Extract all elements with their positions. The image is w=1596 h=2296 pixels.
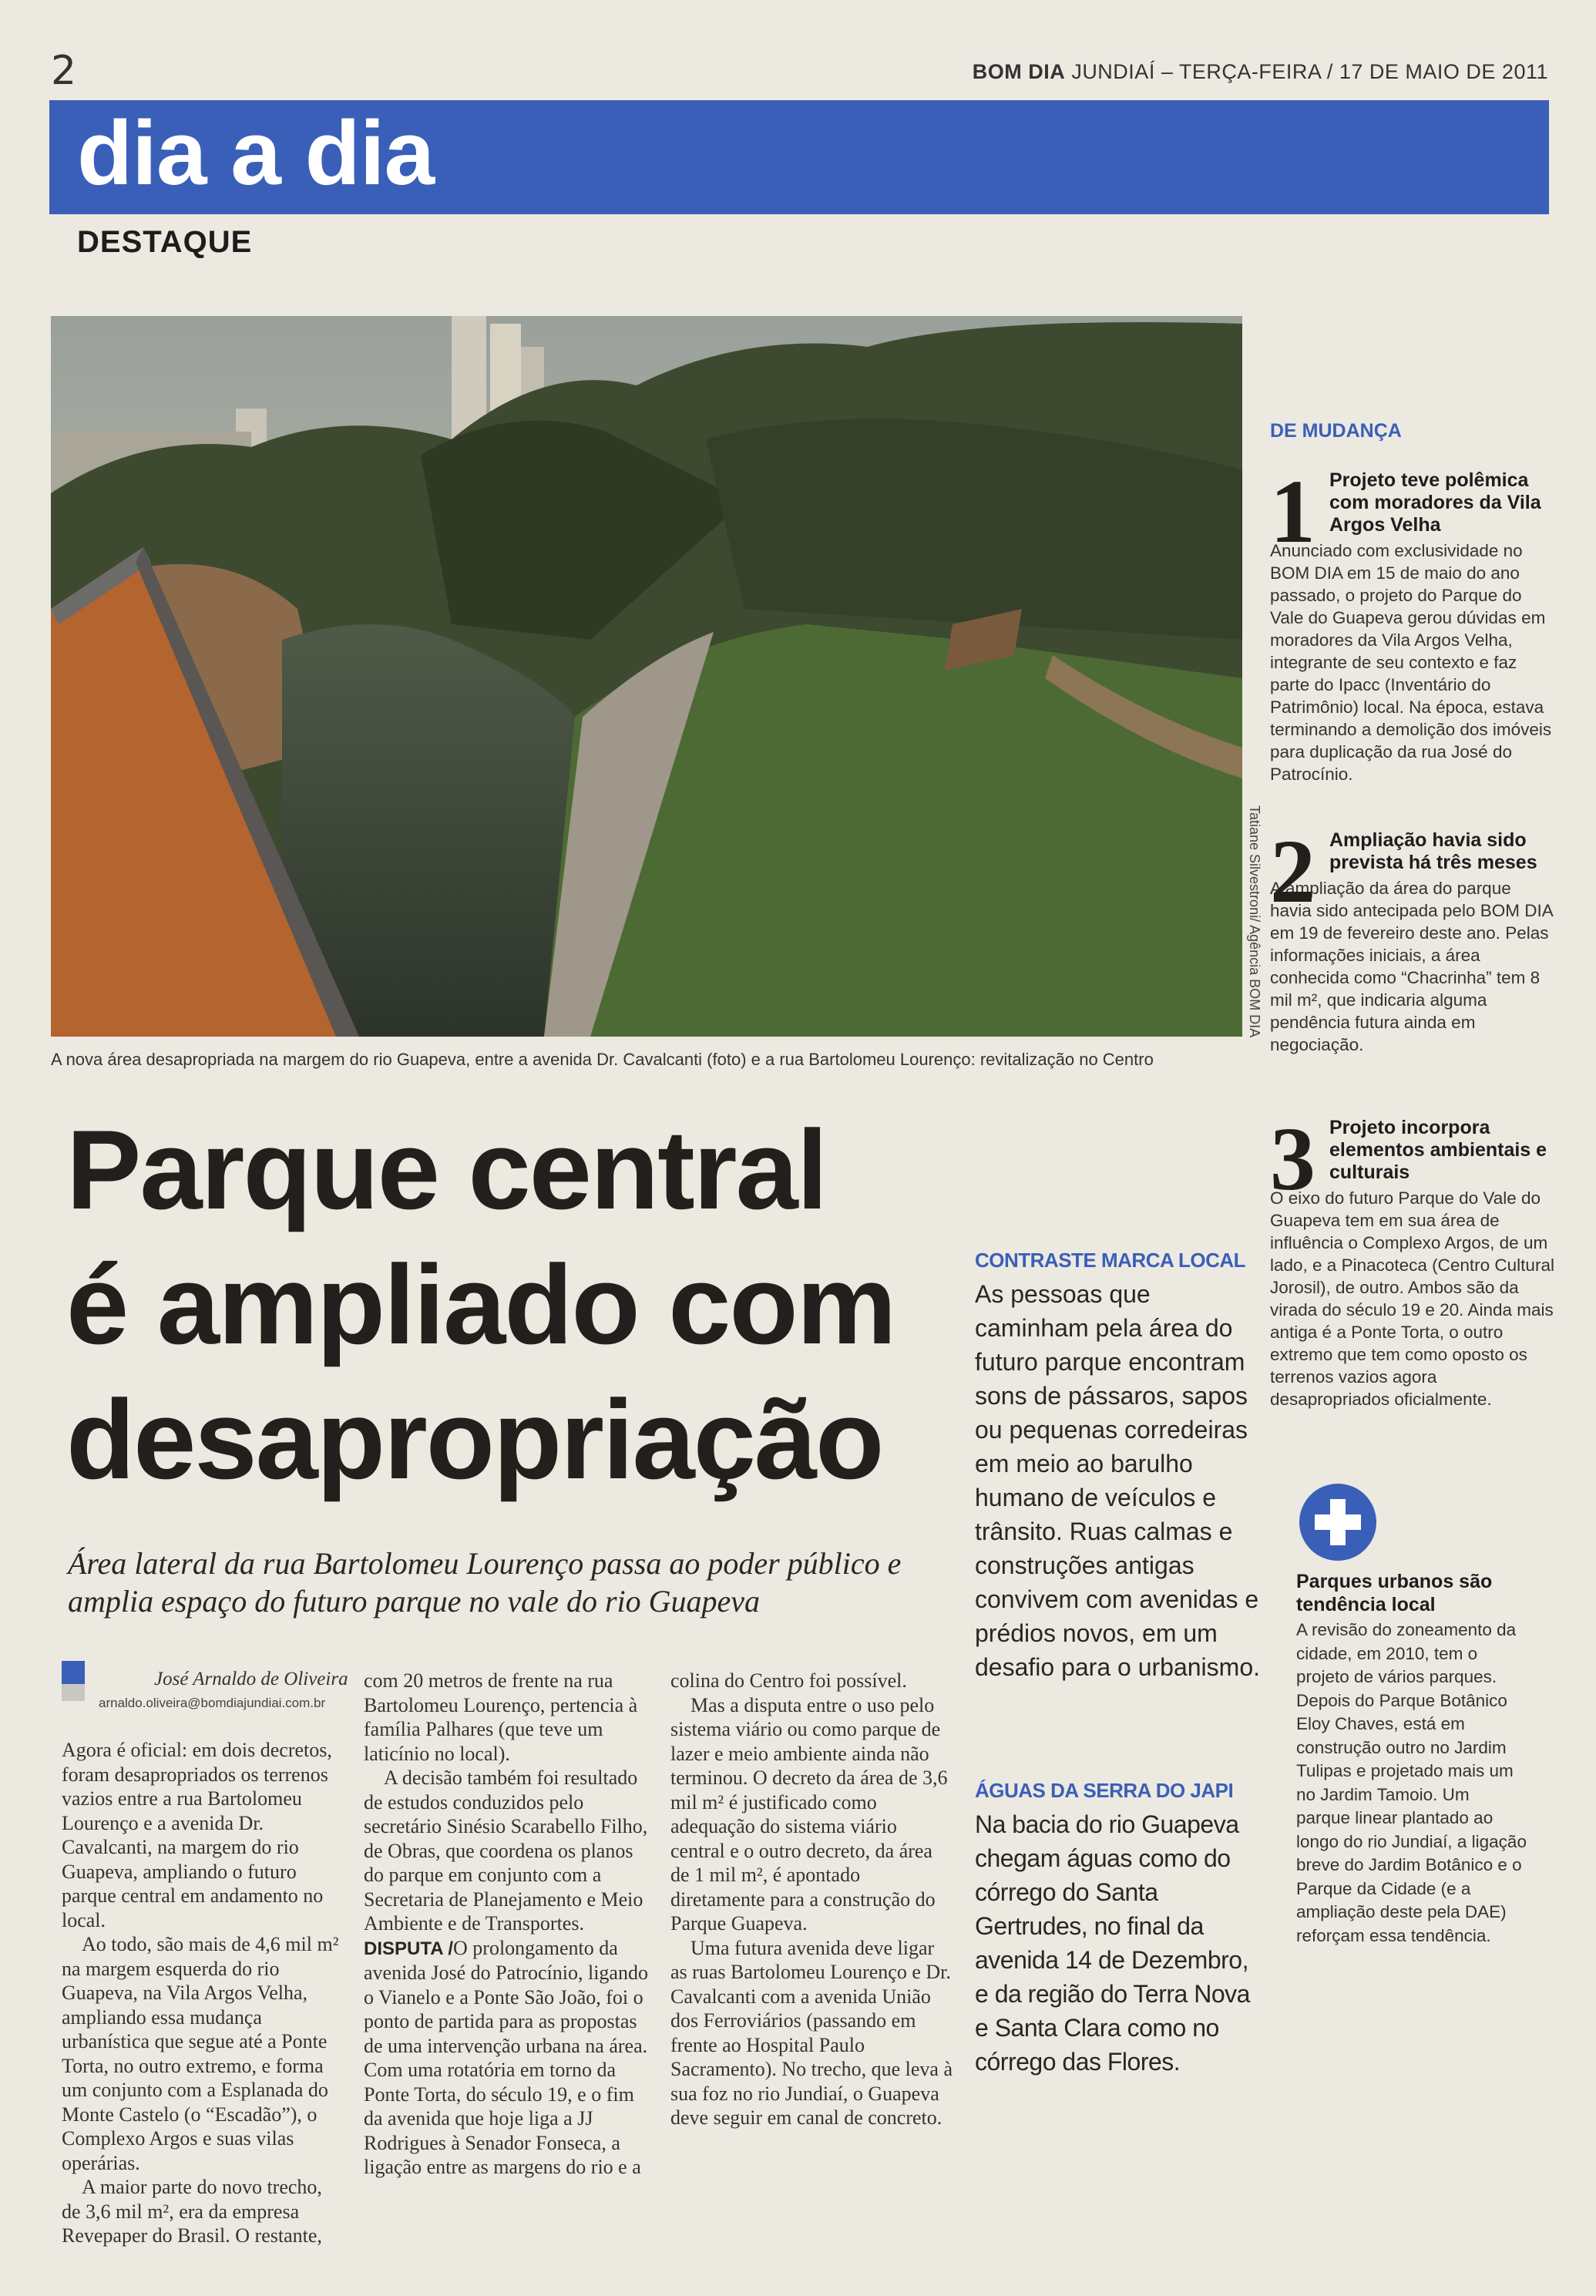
contraste-text: As pessoas que caminham pela área do futuro parque encontram sons de pássaros, sapos ou pequenas corredeiras em meio ao barulho humano de veículos e trânsito. Ruas calmas e construções antigas convivem com avenidas e prédios novos, em um desafio para o urbanismo. xyxy=(975,1280,1260,1681)
item-heading: Ampliação havia sido prevista há três meses xyxy=(1329,829,1537,873)
paragraph: com 20 metros de frente na rua Bartolomeu Lourenço, pertencia à família Palhares (que teve um laticínio no local). xyxy=(364,1669,638,1765)
paragraph: A maior parte do novo trecho, de 3,6 mil m², era da empresa Revepaper do Brasil. O restante, xyxy=(62,2176,322,2247)
section-title: dia a dia xyxy=(77,103,435,204)
item-number: 2 xyxy=(1270,821,1315,922)
river-scene-illustration xyxy=(51,316,1242,1037)
paragraph xyxy=(364,1936,649,2180)
paragraph: Agora é oficial: em dois decretos, foram desapropriados os terrenos vazios entre a rua Bartolomeu Lourenço e a avenida Dr. Cavalcanti, na margem do rio Guapeva, ampliando o futuro parque central em andamento no local. xyxy=(62,1739,332,1931)
parques-text: A revisão do zoneamento da cidade, em 2010, tem o projeto de vários parques. Depois do Parque Botânico Eloy Chaves, está em construção outro no Jardim Tulipas e projetado mais um no Jardim Tamoio. Um parque linear plantado ao longo do rio Jundiaí, a ligação breve do Jardim Botânico e o Parque da Cidade (e a ampliação deste pela DAE) reforçam essa tendência. xyxy=(1296,1620,1527,1945)
body-column-1 xyxy=(62,1738,343,2248)
paragraph-lead: DISPUTA / xyxy=(364,1938,454,1959)
parques-heading: Parques urbanos são tendência local xyxy=(1296,1571,1493,1615)
list-item xyxy=(1270,461,1555,785)
contraste-kicker: CONTRASTE MARCA LOCAL xyxy=(975,1249,1246,1272)
body-column-2 xyxy=(364,1669,649,2180)
de-mudanca-kicker: DE MUDANÇA xyxy=(1270,420,1402,442)
item-text: Anunciado com exclusividade no BOM DIA em 15 de maio do ano passado, o projeto do Parque do Vale do Guapeva gerou dúvidas em moradores da Vila Argos Velha, integrante de seu contexto e faz parte do Ipacc (Inventário do Patrimônio) local. Na época, estava terminando a demolição dos imóveis para duplicação da rua José do Patrocínio. xyxy=(1270,541,1552,784)
byline-author: José Arnaldo de Oliveira xyxy=(154,1669,348,1689)
aguas-kicker: ÁGUAS DA SERRA DO JAPI xyxy=(975,1779,1234,1802)
item-number: 1 xyxy=(1270,461,1315,562)
masthead-date: JUNDIAÍ – TERÇA-FEIRA / 17 DE MAIO DE 2011 xyxy=(1071,60,1548,83)
masthead xyxy=(973,60,1548,84)
headline xyxy=(66,1102,991,1508)
item-heading: Projeto teve polêmica com moradores da Vila Argos Velha xyxy=(1329,469,1541,536)
item-heading: Projeto incorpora elementos ambientais e culturais xyxy=(1329,1117,1547,1183)
photo-caption: A nova área desapropriada na margem do rio Guapeva, entre a avenida Dr. Cavalcanti (foto) e a rua Bartolomeu Lourenço: revitalização no Centro xyxy=(51,1050,1154,1069)
headline-line: Parque central xyxy=(66,1107,827,1232)
masthead-brand: BOM DIA xyxy=(972,60,1066,83)
item-text: A ampliação da área do parque havia sido antecipada pelo BOM DIA em 19 de fevereiro deste ano. Pelas informações iniciais, a área conhecida como “Chacrinha” tem 8 mil m², que indicaria alguma pendência futura ainda em negociação. xyxy=(1270,879,1553,1054)
headline-line: é ampliado com xyxy=(66,1242,895,1368)
page-number: 2 xyxy=(51,48,77,94)
byline-email[interactable]: arnaldo.oliveira@bomdiajundiai.com.br xyxy=(99,1696,326,1710)
body-column-3 xyxy=(670,1669,956,2130)
byline-marker-shade xyxy=(62,1684,85,1701)
item-number: 3 xyxy=(1270,1108,1315,1209)
aguas-text: Na bacia do rio Guapeva chegam águas como do córrego do Santa Gertrudes, no final da avenida 14 de Dezembro, e da região do Terra Nova e Santa Clara como no córrego das Flores. xyxy=(975,1810,1250,2076)
subsection-label: DESTAQUE xyxy=(77,225,253,259)
paragraph-text: O prolongamento da avenida José do Patrocínio, ligando o Vianelo e a Ponte São João, foi o ponto de partida para as propostas de uma intervenção urbana na área. Com uma rotatória em torno da Ponte Torta, do século 19, e o fim da avenida que hoje liga a JJ Rodrigues à Senador Fonseca, a ligação entre as margens do rio e a xyxy=(364,1936,648,2178)
item-text: O eixo do futuro Parque do Vale do Guapeva tem em sua área de influência o Complexo Argos, de um lado, e a Pinacoteca (Centro Cultural Jorosil), de outro. Ambos são da virada do século 19 e 20. Ainda mais antiga é a Ponte Torta, o outro extremo que tem como oposto os terrenos vazios agora desapropriados oficialmente. xyxy=(1270,1188,1554,1409)
list-item xyxy=(1270,821,1555,1056)
news-photo xyxy=(51,316,1242,1037)
plus-icon xyxy=(1299,1484,1376,1561)
paragraph: Uma futura avenida deve ligar as ruas Bartolomeu Lourenço e Dr. Cavalcanti com a avenida União dos Ferroviários (passando em frente ao Hospital Paulo Sacramento). No trecho, que leva à sua foz no rio Jundiaí, o Guapeva deve seguir em canal de concreto. xyxy=(670,1936,953,2129)
paragraph: Mas a disputa entre o uso pelo sistema viário ou como parque de lazer e meio ambiente ainda não terminou. O decreto da área de 3,6 mil m² é justificado como adequação do sistema viário central e o outro decreto, da área de 1 mil m², é apontado diretamente para a construção do Parque Guapeva. xyxy=(670,1693,948,1935)
dek: Área lateral da rua Bartolomeu Lourenço passa ao poder público e amplia espaço do futuro parque no vale do rio Guapeva xyxy=(68,1546,902,1619)
list-item xyxy=(1270,1108,1555,1410)
paragraph: A decisão também foi resultado de estudos conduzidos pelo secretário Sinésio Scarabello Filho, de Obras, que coordena os planos do parque em conjunto com a Secretaria de Planejamento e Meio Ambiente e de Transportes. xyxy=(364,1767,648,1935)
paragraph: Ao todo, são mais de 4,6 mil m² na margem esquerda do rio Guapeva, na Vila Argos Velha, ampliando essa mudança urbanística que segue até a Ponte Torta, no outro extremo, e forma um conjunto com a Esplanada do Monte Castelo (o “Escadão”), o Complexo Argos e suas vilas operárias. xyxy=(62,1933,339,2174)
byline-marker xyxy=(62,1661,85,1684)
photo-credit: Tatiane Silvestroni/ Agência BOM DIA xyxy=(1247,805,1262,1038)
paragraph: colina do Centro foi possível. xyxy=(670,1669,907,1692)
headline-line: desapropriação xyxy=(66,1377,883,1503)
